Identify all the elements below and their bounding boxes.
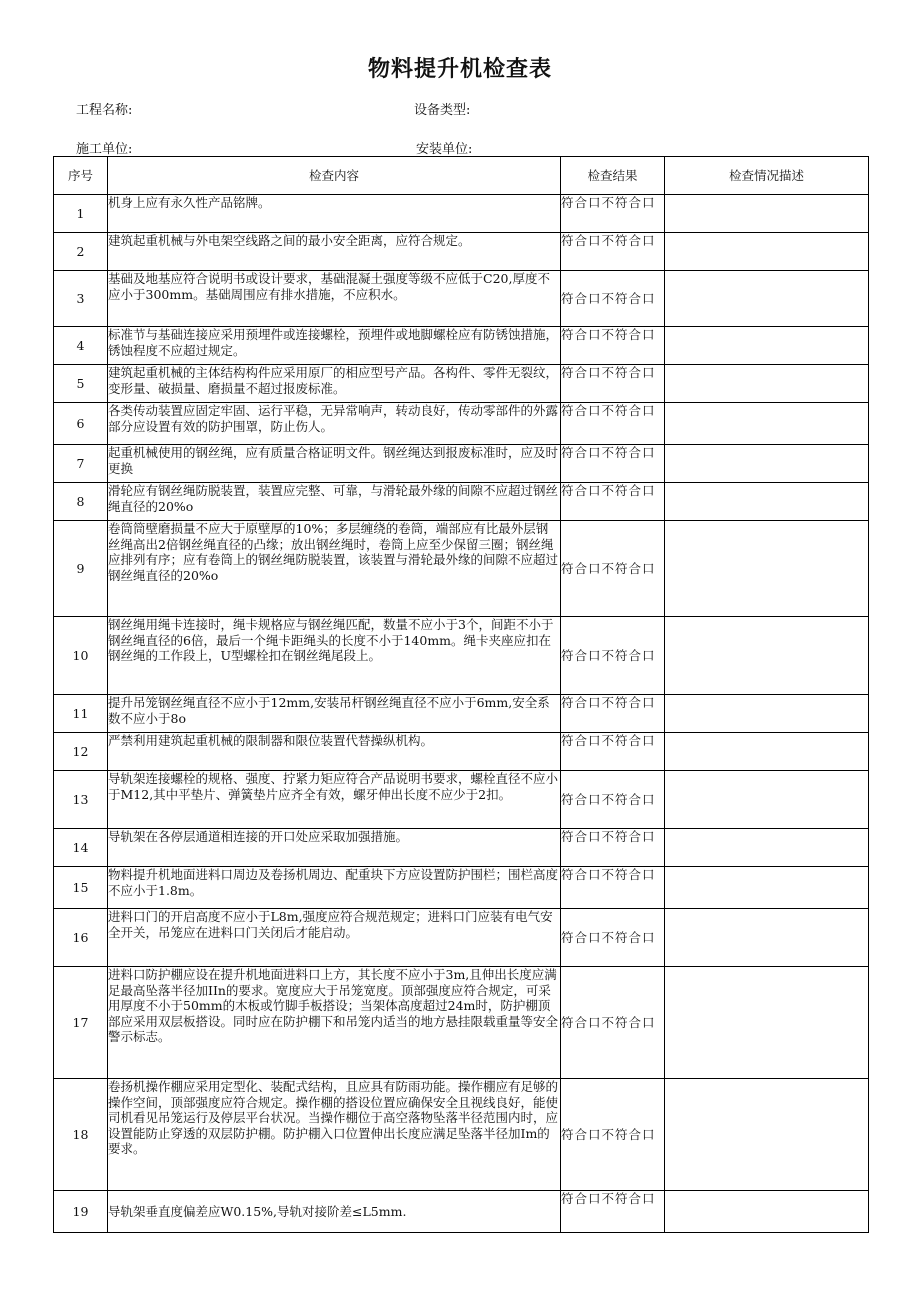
row-result[interactable]: 符合口不符合口 bbox=[561, 771, 665, 829]
row-description[interactable] bbox=[665, 1079, 869, 1191]
row-content: 提升吊笼钢丝绳直径不应小于12mm,安装吊杆钢丝绳直径不应小于6mm,安全系数不应小于8o bbox=[108, 695, 561, 733]
row-result[interactable]: 符合口不符合口 bbox=[561, 829, 665, 867]
row-description[interactable] bbox=[665, 327, 869, 365]
row-content: 严禁利用建筑起重机械的限制器和限位装置代替操纵机构。 bbox=[108, 733, 561, 771]
table-row bbox=[54, 771, 869, 829]
row-description[interactable] bbox=[665, 403, 869, 445]
page-title: 物料提升机检查表 bbox=[367, 57, 552, 82]
row-result[interactable]: 符合口不符合口 bbox=[561, 403, 665, 445]
row-number: 5 bbox=[54, 365, 108, 403]
row-description[interactable] bbox=[665, 617, 869, 695]
row-description[interactable] bbox=[665, 1191, 869, 1233]
row-description[interactable] bbox=[665, 365, 869, 403]
table-row bbox=[54, 909, 869, 967]
row-result[interactable]: 符合口不符合口 bbox=[561, 733, 665, 771]
table-row bbox=[54, 1079, 869, 1191]
row-description[interactable] bbox=[665, 909, 869, 967]
row-content: 进料口防护棚应设在提升机地面进料口上方，其长度不应小于3m,且伸出长度应满足最高坠落半径加IIn的要求。宽度应大于吊笼宽度。顶部强度应符合规定，可采用厚度不小于50mm的木板或竹脚手板搭设；当架体高度超过24m时，防护棚顶部应采用双层板搭设。同时应在防护棚下和吊笼内适当的地方悬挂限载重量等安全警示标志。 bbox=[108, 967, 561, 1079]
header-no: 序号 bbox=[54, 157, 108, 195]
row-content: 物料提升机地面进料口周边及卷扬机周边、配重块下方应设置防护围栏；围栏高度不应小于1.8m。 bbox=[108, 867, 561, 909]
row-content: 进料口门的开启高度不应小于L8m,强度应符合规范规定；进料口门应装有电气安全开关，吊笼应在进料口门关闭后才能启动。 bbox=[108, 909, 561, 967]
row-number: 9 bbox=[54, 521, 108, 617]
row-result[interactable]: 符合口不符合口 bbox=[561, 909, 665, 967]
table-row bbox=[54, 733, 869, 771]
row-number: 15 bbox=[54, 867, 108, 909]
table-row bbox=[54, 195, 869, 233]
row-number: 19 bbox=[54, 1191, 108, 1233]
row-description[interactable] bbox=[665, 445, 869, 483]
row-number: 14 bbox=[54, 829, 108, 867]
row-content: 机身上应有永久性产品铭牌。 bbox=[108, 195, 561, 233]
row-result[interactable]: 符合口不符合口 bbox=[561, 271, 665, 327]
row-result[interactable]: 符合口不符合口 bbox=[561, 617, 665, 695]
row-description[interactable] bbox=[665, 829, 869, 867]
row-result[interactable]: 符合口不符合口 bbox=[561, 195, 665, 233]
row-result[interactable]: 符合口不符合口 bbox=[561, 1079, 665, 1191]
row-description[interactable] bbox=[665, 771, 869, 829]
row-content: 建筑起重机械的主体结构构件应采用原厂的相应型号产品。各构件、零件无裂纹，变形量、破损量、磨损量不超过报废标准。 bbox=[108, 365, 561, 403]
table-row bbox=[54, 445, 869, 483]
row-result[interactable]: 符合口不符合口 bbox=[561, 1191, 665, 1233]
row-description[interactable] bbox=[665, 521, 869, 617]
header-desc: 检查情况描述 bbox=[665, 157, 869, 195]
row-number: 2 bbox=[54, 233, 108, 271]
inspection-table bbox=[53, 156, 869, 1233]
table-row bbox=[54, 365, 869, 403]
row-number: 6 bbox=[54, 403, 108, 445]
row-result[interactable]: 符合口不符合口 bbox=[561, 483, 665, 521]
row-number: 7 bbox=[54, 445, 108, 483]
row-description[interactable] bbox=[665, 233, 869, 271]
row-content: 基础及地基应符合说明书或设计要求，基础混凝土强度等级不应低于C20,厚度不应小于300mm。基础周围应有排水措施，不应积水。 bbox=[108, 271, 561, 327]
row-result[interactable]: 符合口不符合口 bbox=[561, 867, 665, 909]
row-number: 8 bbox=[54, 483, 108, 521]
row-content: 卷筒筒壁磨损量不应大于原壁厚的10%；多层缠绕的卷筒，端部应有比最外层钢丝绳高出2倍钢丝绳直径的凸缘；放出钢丝绳时，卷筒上应至少保留三圈；钢丝绳应排列有序；应有卷筒上的钢丝绳防脱装置，该装置与滑轮最外缘的间隙不应超过钢丝绳直径的20%o bbox=[108, 521, 561, 617]
row-number: 13 bbox=[54, 771, 108, 829]
row-description[interactable] bbox=[665, 867, 869, 909]
install-unit-label: 安装单位: bbox=[416, 142, 473, 157]
table-row bbox=[54, 967, 869, 1079]
row-content: 标准节与基础连接应采用预埋件或连接螺栓，预埋件或地脚螺栓应有防锈蚀措施，锈蚀程度不应超过规定。 bbox=[108, 327, 561, 365]
row-number: 12 bbox=[54, 733, 108, 771]
row-result[interactable]: 符合口不符合口 bbox=[561, 967, 665, 1079]
row-number: 3 bbox=[54, 271, 108, 327]
row-number: 11 bbox=[54, 695, 108, 733]
row-content: 钢丝绳用绳卡连接时，绳卡规格应与钢丝绳匹配，数量不应小于3个，间距不小于钢丝绳直径的6倍，最后一个绳卡距绳头的长度不小于140mm。绳卡夹座应扣在钢丝绳的工作段上，U型螺栓扣在钢丝绳尾段上。 bbox=[108, 617, 561, 695]
table-row bbox=[54, 327, 869, 365]
table-row bbox=[54, 695, 869, 733]
row-result[interactable]: 符合口不符合口 bbox=[561, 521, 665, 617]
row-result[interactable]: 符合口不符合口 bbox=[561, 695, 665, 733]
row-result[interactable]: 符合口不符合口 bbox=[561, 233, 665, 271]
table-row bbox=[54, 521, 869, 617]
table-row bbox=[54, 617, 869, 695]
table-row bbox=[54, 829, 869, 867]
project-name-label: 工程名称: bbox=[76, 103, 133, 118]
construction-unit-label: 施工单位: bbox=[76, 142, 133, 157]
row-content: 卷扬机操作棚应采用定型化、装配式结构，且应具有防雨功能。操作棚应有足够的操作空间，顶部强度应符合规定。操作棚的搭设位置应确保安全且视线良好，能使司机看见吊笼运行及停层平台状况。当操作棚位于高空落物坠落半径范围内时，应设置能防止穿透的双层防护棚。防护棚入口位置伸出长度应满足坠落半径加Im的要求。 bbox=[108, 1079, 561, 1191]
row-description[interactable] bbox=[665, 733, 869, 771]
table-row bbox=[54, 233, 869, 271]
row-content: 建筑起重机械与外电架空线路之间的最小安全距离，应符合规定。 bbox=[108, 233, 561, 271]
header-result: 检查结果 bbox=[561, 157, 665, 195]
row-result[interactable]: 符合口不符合口 bbox=[561, 365, 665, 403]
row-number: 17 bbox=[54, 967, 108, 1079]
row-content: 导轨架垂直度偏差应W0.15%,导轨对接阶差≤L5mm. bbox=[108, 1191, 561, 1233]
row-number: 16 bbox=[54, 909, 108, 967]
row-number: 4 bbox=[54, 327, 108, 365]
row-number: 18 bbox=[54, 1079, 108, 1191]
row-result[interactable]: 符合口不符合口 bbox=[561, 327, 665, 365]
row-content: 滑轮应有钢丝绳防脱装置，装置应完整、可靠，与滑轮最外缘的间隙不应超过钢丝绳直径的20%o bbox=[108, 483, 561, 521]
table-row bbox=[54, 483, 869, 521]
row-description[interactable] bbox=[665, 967, 869, 1079]
row-number: 10 bbox=[54, 617, 108, 695]
row-content: 导轨架连接螺栓的规格、强度、拧紧力矩应符合产品说明书要求，螺栓直径不应小于M12,其中平垫片、弹簧垫片应齐全有效，螺牙伸出长度不应少于2扣。 bbox=[108, 771, 561, 829]
table-header-row bbox=[54, 157, 869, 195]
row-number: 1 bbox=[54, 195, 108, 233]
row-content: 各类传动装置应固定牢固、运行平稳，无异常响声，转动良好，传动零部件的外露部分应设置有效的防护围罩，防止伤人。 bbox=[108, 403, 561, 445]
table-row bbox=[54, 867, 869, 909]
equipment-type-label: 设备类型: bbox=[414, 103, 471, 118]
table-row bbox=[54, 403, 869, 445]
table-row bbox=[54, 1191, 869, 1233]
row-content: 导轨架在各停层通道相连接的开口处应采取加强措施。 bbox=[108, 829, 561, 867]
row-content: 起重机械使用的钢丝绳，应有质量合格证明文件。钢丝绳达到报废标准时，应及时更换 bbox=[108, 445, 561, 483]
row-description[interactable] bbox=[665, 695, 869, 733]
row-description[interactable] bbox=[665, 271, 869, 327]
row-description[interactable] bbox=[665, 195, 869, 233]
row-result[interactable]: 符合口不符合口 bbox=[561, 445, 665, 483]
row-description[interactable] bbox=[665, 483, 869, 521]
table-row bbox=[54, 271, 869, 327]
header-content: 检查内容 bbox=[108, 157, 561, 195]
